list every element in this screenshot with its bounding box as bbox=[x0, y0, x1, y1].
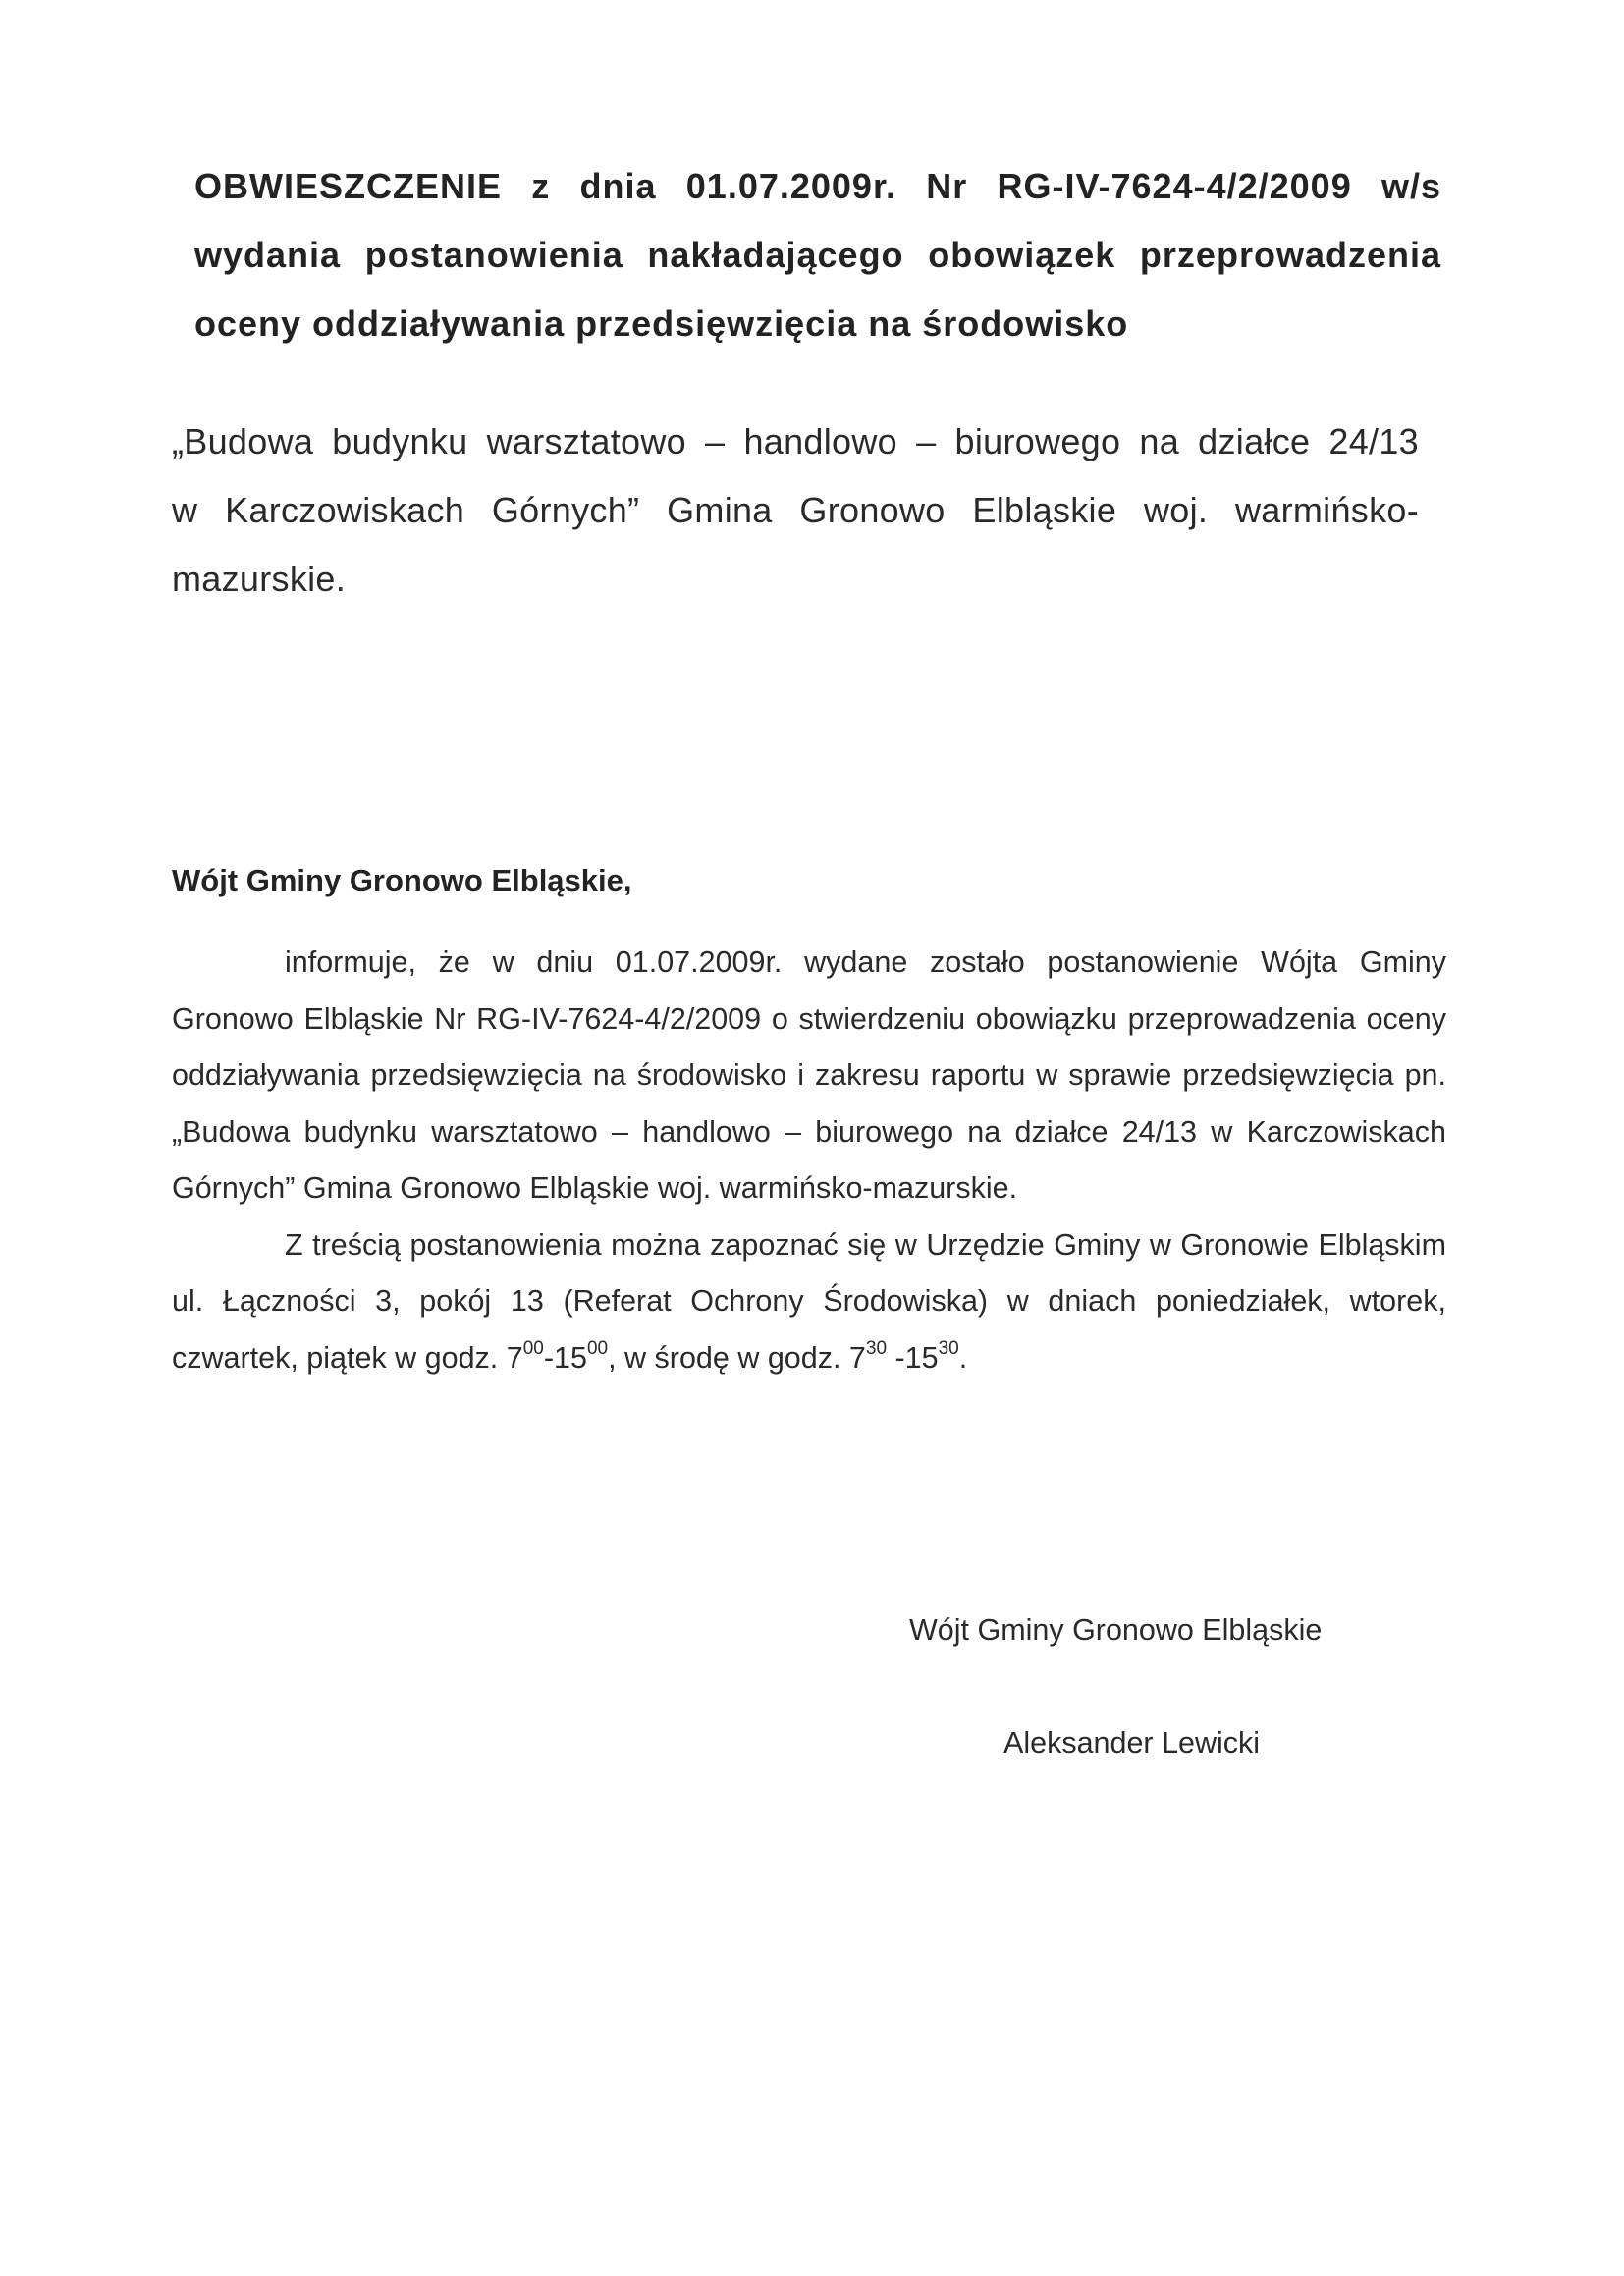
signature-title: Wójt Gminy Gronowo Elbląskie bbox=[909, 1613, 1323, 1647]
hours-wednesday-start: 7 bbox=[848, 1340, 866, 1375]
signature-name: Aleksander Lewicki bbox=[1003, 1726, 1261, 1760]
hours-wednesday-separator: - bbox=[887, 1340, 905, 1375]
hours-wednesday-end: 15 bbox=[904, 1340, 939, 1375]
hours-weekday-end-minutes: 00 bbox=[586, 1337, 609, 1359]
inspection-middle-text: , w środę w godz. bbox=[608, 1340, 841, 1375]
paragraph-information: informuje, że w dniu 01.07.2009r. wydane zostało postanowienie Wójta Gminy Gronowo Elbląskie Nr RG-IV-7624-4/2/2009 o stwierdzeniu obowiązku przeprowadzenia oceny oddziaływania przedsięwzięcia na środowisko i zakresu raportu w sprawie przedsięwzięcia pn. „Budowa budynku warsztatowo – handlowo – biurowego na działce 24/13 w Karczowiskach Górnych” Gmina Gronowo Elbląskie woj. warmińsko-mazurskie. bbox=[172, 946, 1446, 1205]
inspection-end: . bbox=[958, 1340, 968, 1375]
hours-weekday-start-minutes: 00 bbox=[522, 1337, 544, 1359]
project-title: „Budowa budynku warsztatowo – handlowo – biurowego na działce 24/13 w Karczowiskach Górnych” Gmina Gronowo Elbląskie woj. warmińsko-mazurskie. bbox=[172, 421, 1419, 599]
hours-weekday-start: 7 bbox=[506, 1340, 523, 1375]
hours-wednesday-start-minutes: 30 bbox=[865, 1337, 888, 1359]
hours-weekday-separator: - bbox=[543, 1340, 555, 1375]
issuing-authority: Wójt Gminy Gronowo Elbląskie, bbox=[172, 863, 632, 897]
hours-wednesday-end-minutes: 30 bbox=[938, 1337, 959, 1359]
paragraph-inspection bbox=[172, 1218, 1446, 1387]
notice-body bbox=[172, 935, 1446, 1386]
notice-heading: OBWIESZCZENIE z dnia 01.07.2009r. Nr RG-IV-7624-4/2/2009 w/s wydania postanowienia nakładającego obowiązek przeprowadzenia oceny oddziaływania przedsięwzięcia na środowisko bbox=[194, 166, 1441, 344]
hours-weekday-end: 15 bbox=[554, 1340, 587, 1375]
inspection-text: Z treścią postanowienia można zapoznać się w Urzędzie Gminy w Gronowie Elbląskim ul. Łączności 3, pokój 13 (Referat Ochrony Środowiska) w dniach poniedziałek, wtorek, czwartek, piątek w godz. bbox=[172, 1227, 1446, 1375]
